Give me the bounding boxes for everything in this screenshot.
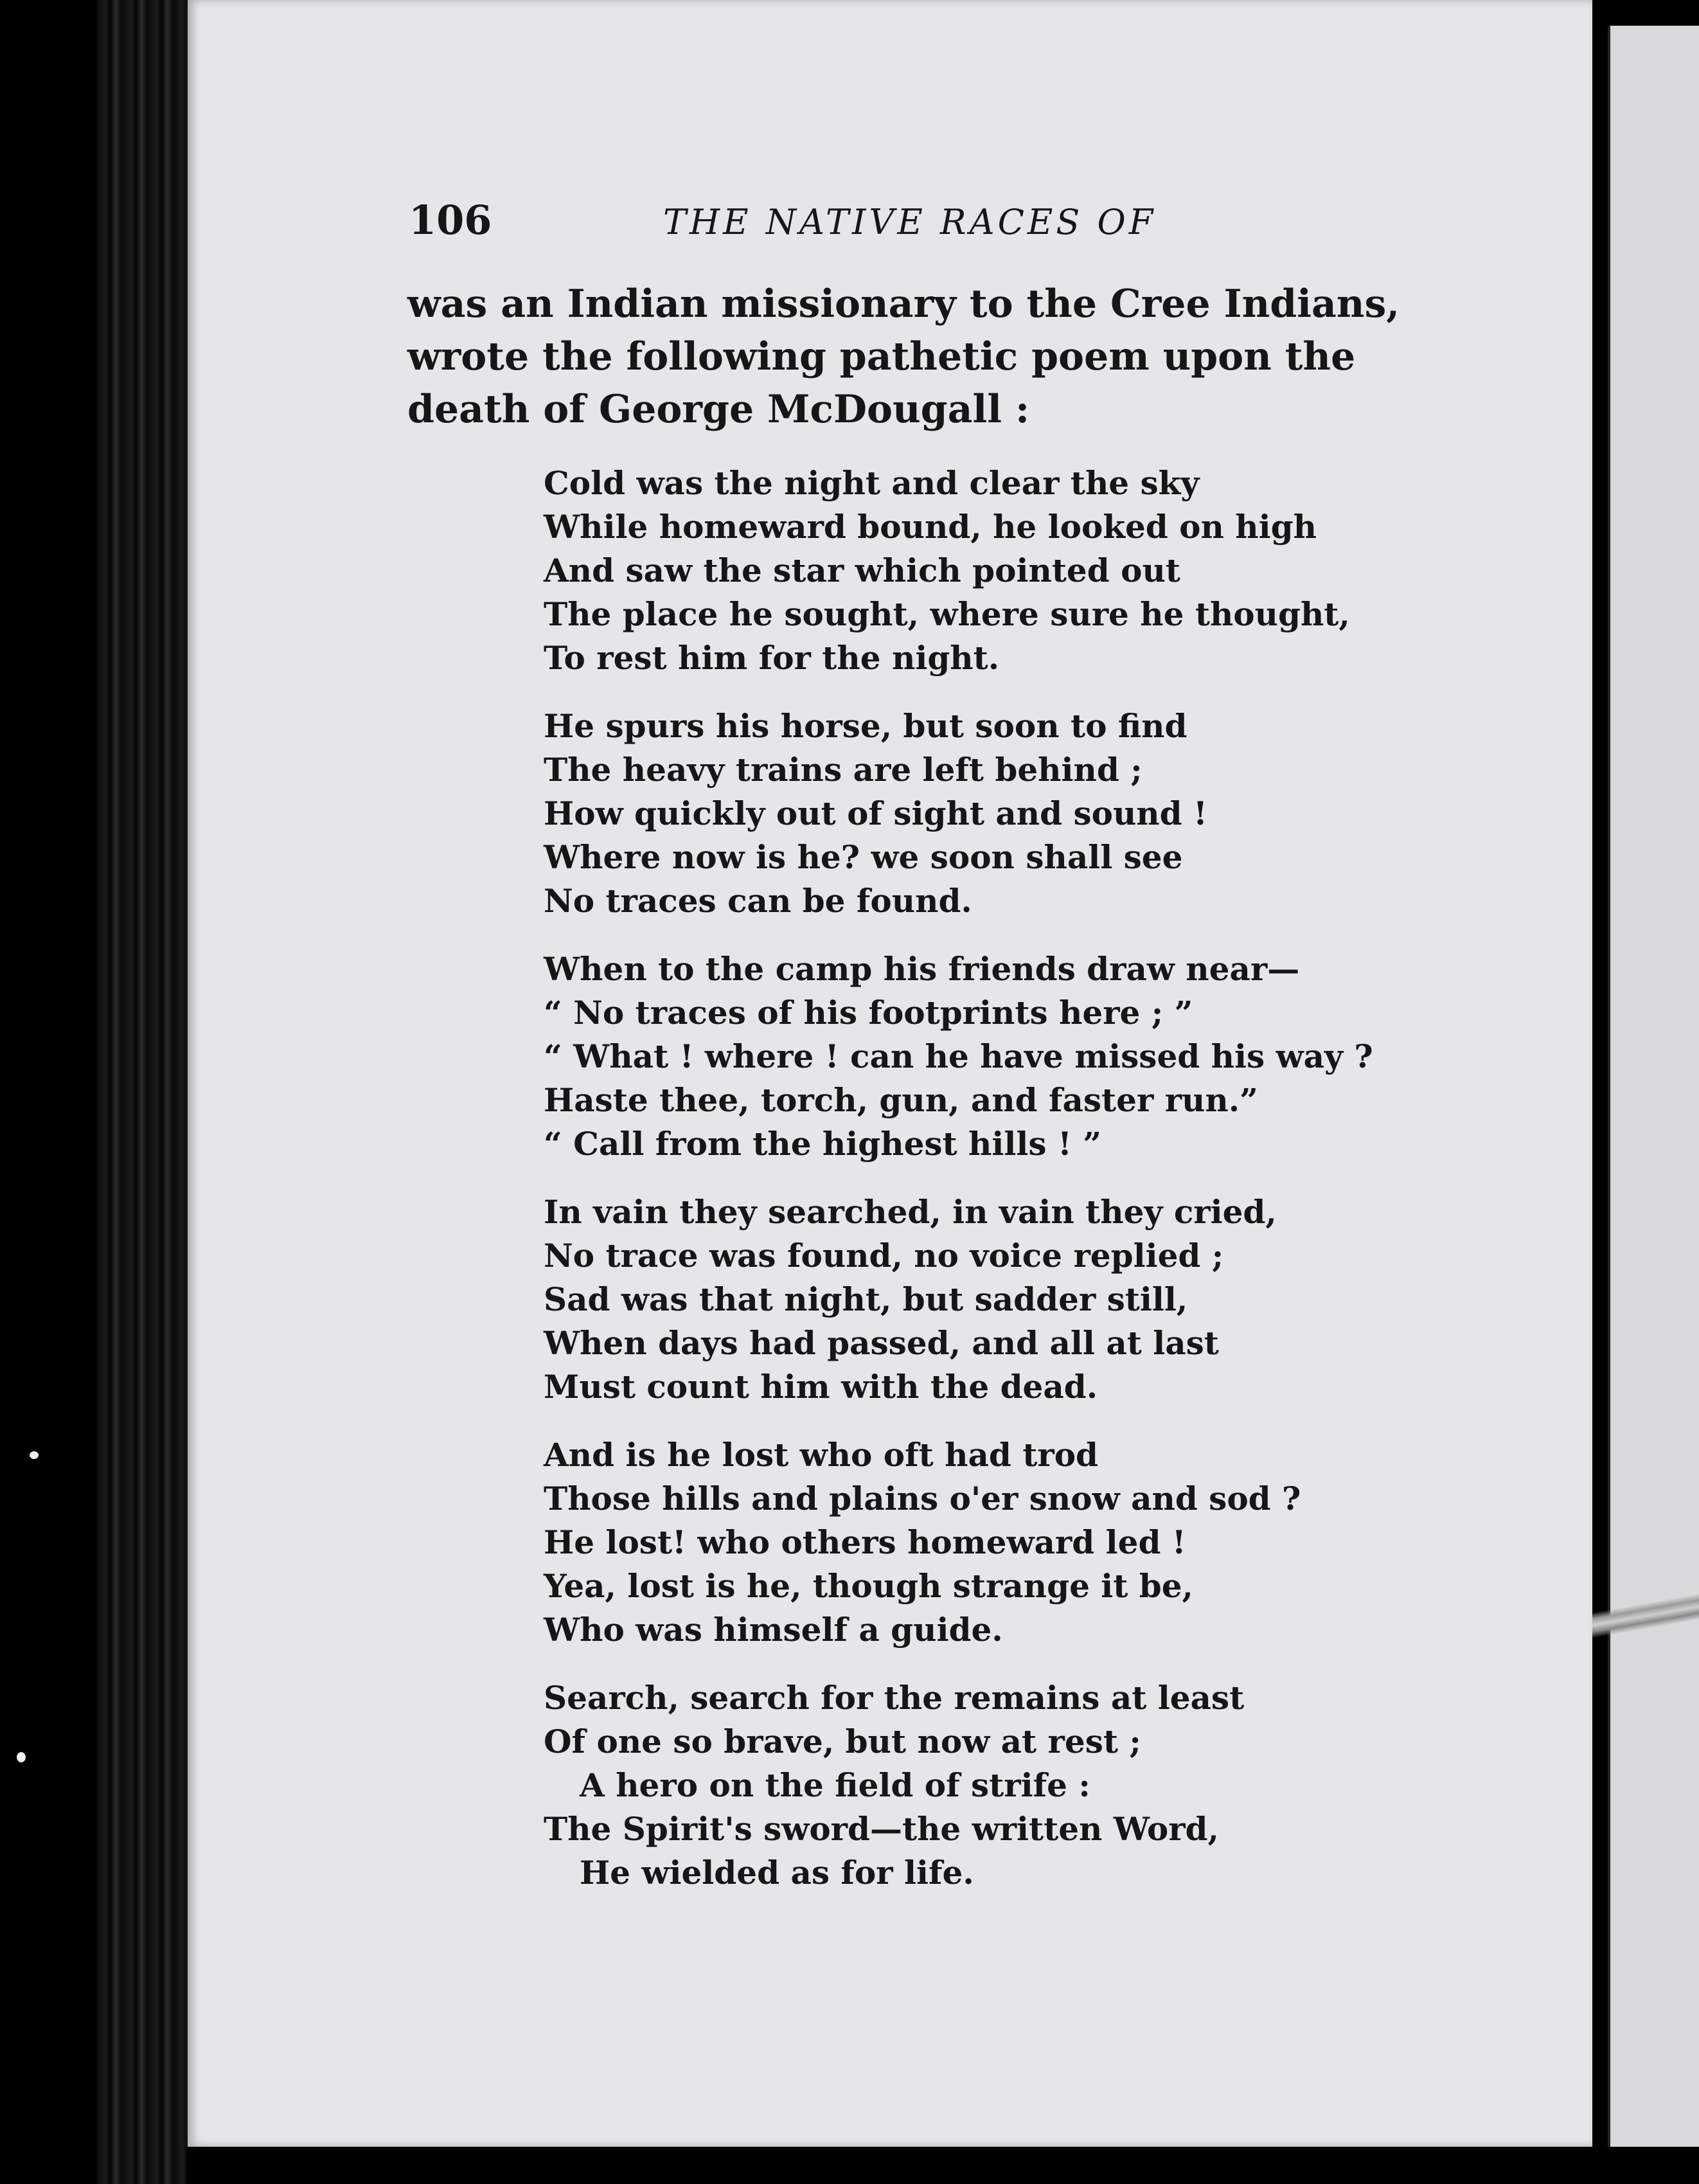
- poem-line: He spurs his horse, but soon to find: [544, 707, 1188, 745]
- poem-line: In vain they searched, in vain they cried,: [544, 1193, 1277, 1231]
- poem-line: How quickly out of sight and sound !: [544, 794, 1207, 832]
- poem-line: Search, search for the remains at least: [544, 1679, 1245, 1717]
- poem-line: Sad was that night, but sadder still,: [544, 1280, 1188, 1318]
- stanza: [544, 947, 1379, 1166]
- stanza: [544, 1433, 1379, 1652]
- poem-line: When to the camp his friends draw near—: [544, 950, 1300, 988]
- poem-line: He lost! who others homeward led !: [544, 1523, 1186, 1561]
- poem-line: The place he sought, where sure he thought,: [544, 595, 1350, 633]
- poem-line: No trace was found, no voice replied ;: [544, 1237, 1224, 1275]
- poem-line: To rest him for the night.: [544, 639, 1000, 677]
- poem-line: And is he lost who oft had trod: [544, 1436, 1099, 1474]
- intro-paragraph: was an Indian missionary to the Cree Indians, wrote the following pathetic poem upon the death of George McDougall :: [407, 282, 1400, 432]
- poem: [544, 461, 1379, 1919]
- poem-line: Cold was the night and clear the sky: [544, 464, 1200, 502]
- stanza: [544, 1676, 1379, 1895]
- stanza: [544, 1190, 1379, 1409]
- poem-line: He wielded as for life.: [580, 1854, 974, 1892]
- facing-page-edge: [1608, 26, 1699, 2147]
- scan-speck: [17, 1752, 26, 1762]
- page-number: 106: [409, 197, 492, 244]
- poem-line: A hero on the field of strife :: [580, 1766, 1090, 1804]
- poem-line: The Spirit's sword—the written Word,: [544, 1810, 1219, 1848]
- poem-line: “ No traces of his footprints here ; ”: [544, 994, 1193, 1032]
- poem-line: Who was himself a guide.: [544, 1611, 1003, 1649]
- poem-line: Of one so brave, but now at rest ;: [544, 1723, 1141, 1760]
- poem-line: “ Call from the highest hills ! ”: [544, 1125, 1102, 1163]
- stanza: [544, 461, 1379, 680]
- poem-line: No traces can be found.: [544, 882, 972, 920]
- poem-line: Where now is he? we soon shall see: [544, 838, 1183, 876]
- book-page-edges: [96, 0, 186, 2184]
- running-title: THE NATIVE RACES OF: [663, 202, 1157, 242]
- poem-line: And saw the star which pointed out: [544, 551, 1180, 589]
- poem-line: The heavy trains are left behind ;: [544, 751, 1143, 789]
- poem-line: When days had passed, and all at last: [544, 1324, 1219, 1362]
- page-header: [409, 193, 1398, 257]
- scan-speck: [30, 1451, 39, 1459]
- poem-line: Those hills and plains o'er snow and sod ?: [544, 1480, 1301, 1517]
- poem-line: “ What ! where ! can he have missed his way ?: [544, 1037, 1373, 1075]
- poem-line: Yea, lost is he, though strange it be,: [544, 1567, 1193, 1605]
- stanza: [544, 704, 1379, 923]
- poem-line: While homeward bound, he looked on high: [544, 508, 1317, 546]
- poem-line: Must count him with the dead.: [544, 1368, 1098, 1406]
- binding-thread: [1587, 1594, 1699, 1639]
- poem-line: Haste thee, torch, gun, and faster run.”: [544, 1081, 1258, 1119]
